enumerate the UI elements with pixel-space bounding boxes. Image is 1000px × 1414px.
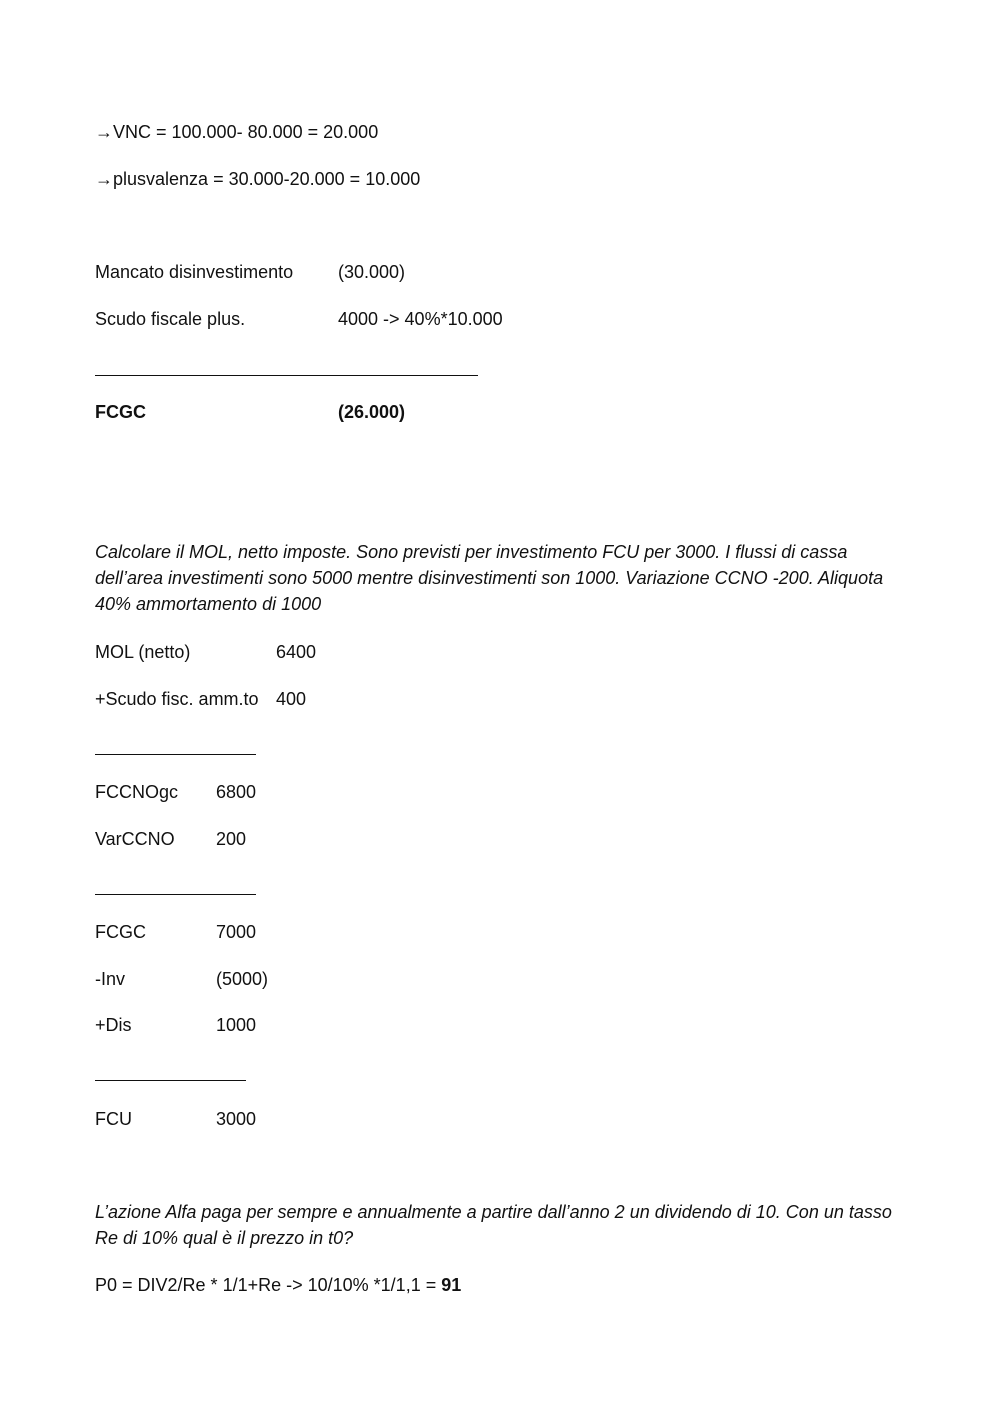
exercise1-question (95, 539, 910, 617)
row-label-fcu: FCU (95, 1109, 132, 1129)
question-line: dell’area investimenti sono 5000 mentre disinvestimenti son 1000. Variazione CCNO -200. Aliquota (95, 568, 884, 588)
exercise2-question (95, 1199, 910, 1251)
formula-answer: 91 (441, 1275, 462, 1295)
total-value-fcgc: (26.000) (338, 402, 406, 422)
formula-text: P0 = DIV2/Re * 1/1+Re -> 10/10% *1/1,1 = (95, 1275, 442, 1295)
row-value-scudo-amm: 400 (276, 689, 307, 709)
row-value-scudo-fiscale: 4000 -> 40%*10.000 (338, 309, 503, 329)
question-line: 40% ammortamento di 1000 (95, 594, 322, 614)
row-value-mancato-disinvestimento: (30.000) (338, 262, 406, 282)
row-value-varccno: 200 (216, 829, 247, 849)
row-label-dis: +Dis (95, 1015, 132, 1035)
row-label-mol: MOL (netto) (95, 642, 191, 662)
question-line: Calcolare il MOL, netto imposte. Sono previsti per investimento FCU per 3000. I flussi di cassa (95, 542, 848, 562)
total-label-fcgc: FCGC (95, 402, 146, 422)
row-value-dis: 1000 (216, 1015, 257, 1035)
plusvalenza-line: →plusvalenza = 30.000-20.000 = 10.000 (95, 169, 421, 189)
divider-line (95, 754, 256, 755)
price-formula (95, 1272, 461, 1298)
vnc-line: →VNC = 100.000- 80.000 = 20.000 (95, 122, 379, 142)
question-line: Re di 10% qual è il prezzo in t0? (95, 1228, 354, 1248)
row-label-varccno: VarCCNO (95, 829, 175, 849)
row-value-fcu: 3000 (216, 1109, 257, 1129)
question-line: L’azione Alfa paga per sempre e annualmente a partire dall’anno 2 un dividendo di 10. Con un tasso (95, 1202, 892, 1222)
row-value-inv: (5000) (216, 969, 269, 989)
divider-line (95, 894, 256, 895)
row-label-scudo-fiscale: Scudo fiscale plus. (95, 309, 246, 329)
row-value-fcgc: 7000 (216, 922, 257, 942)
row-label-mancato-disinvestimento: Mancato disinvestimento (95, 262, 294, 282)
row-value-mol: 6400 (276, 642, 317, 662)
row-value-fccnogc: 6800 (216, 782, 257, 802)
divider-line (95, 375, 478, 376)
row-label-scudo-amm: +Scudo fisc. amm.to (95, 689, 259, 709)
row-label-inv: -Inv (95, 969, 126, 989)
row-label-fccnogc: FCCNOgc (95, 782, 179, 802)
row-label-fcgc: FCGC (95, 922, 146, 942)
divider-line (95, 1080, 246, 1081)
